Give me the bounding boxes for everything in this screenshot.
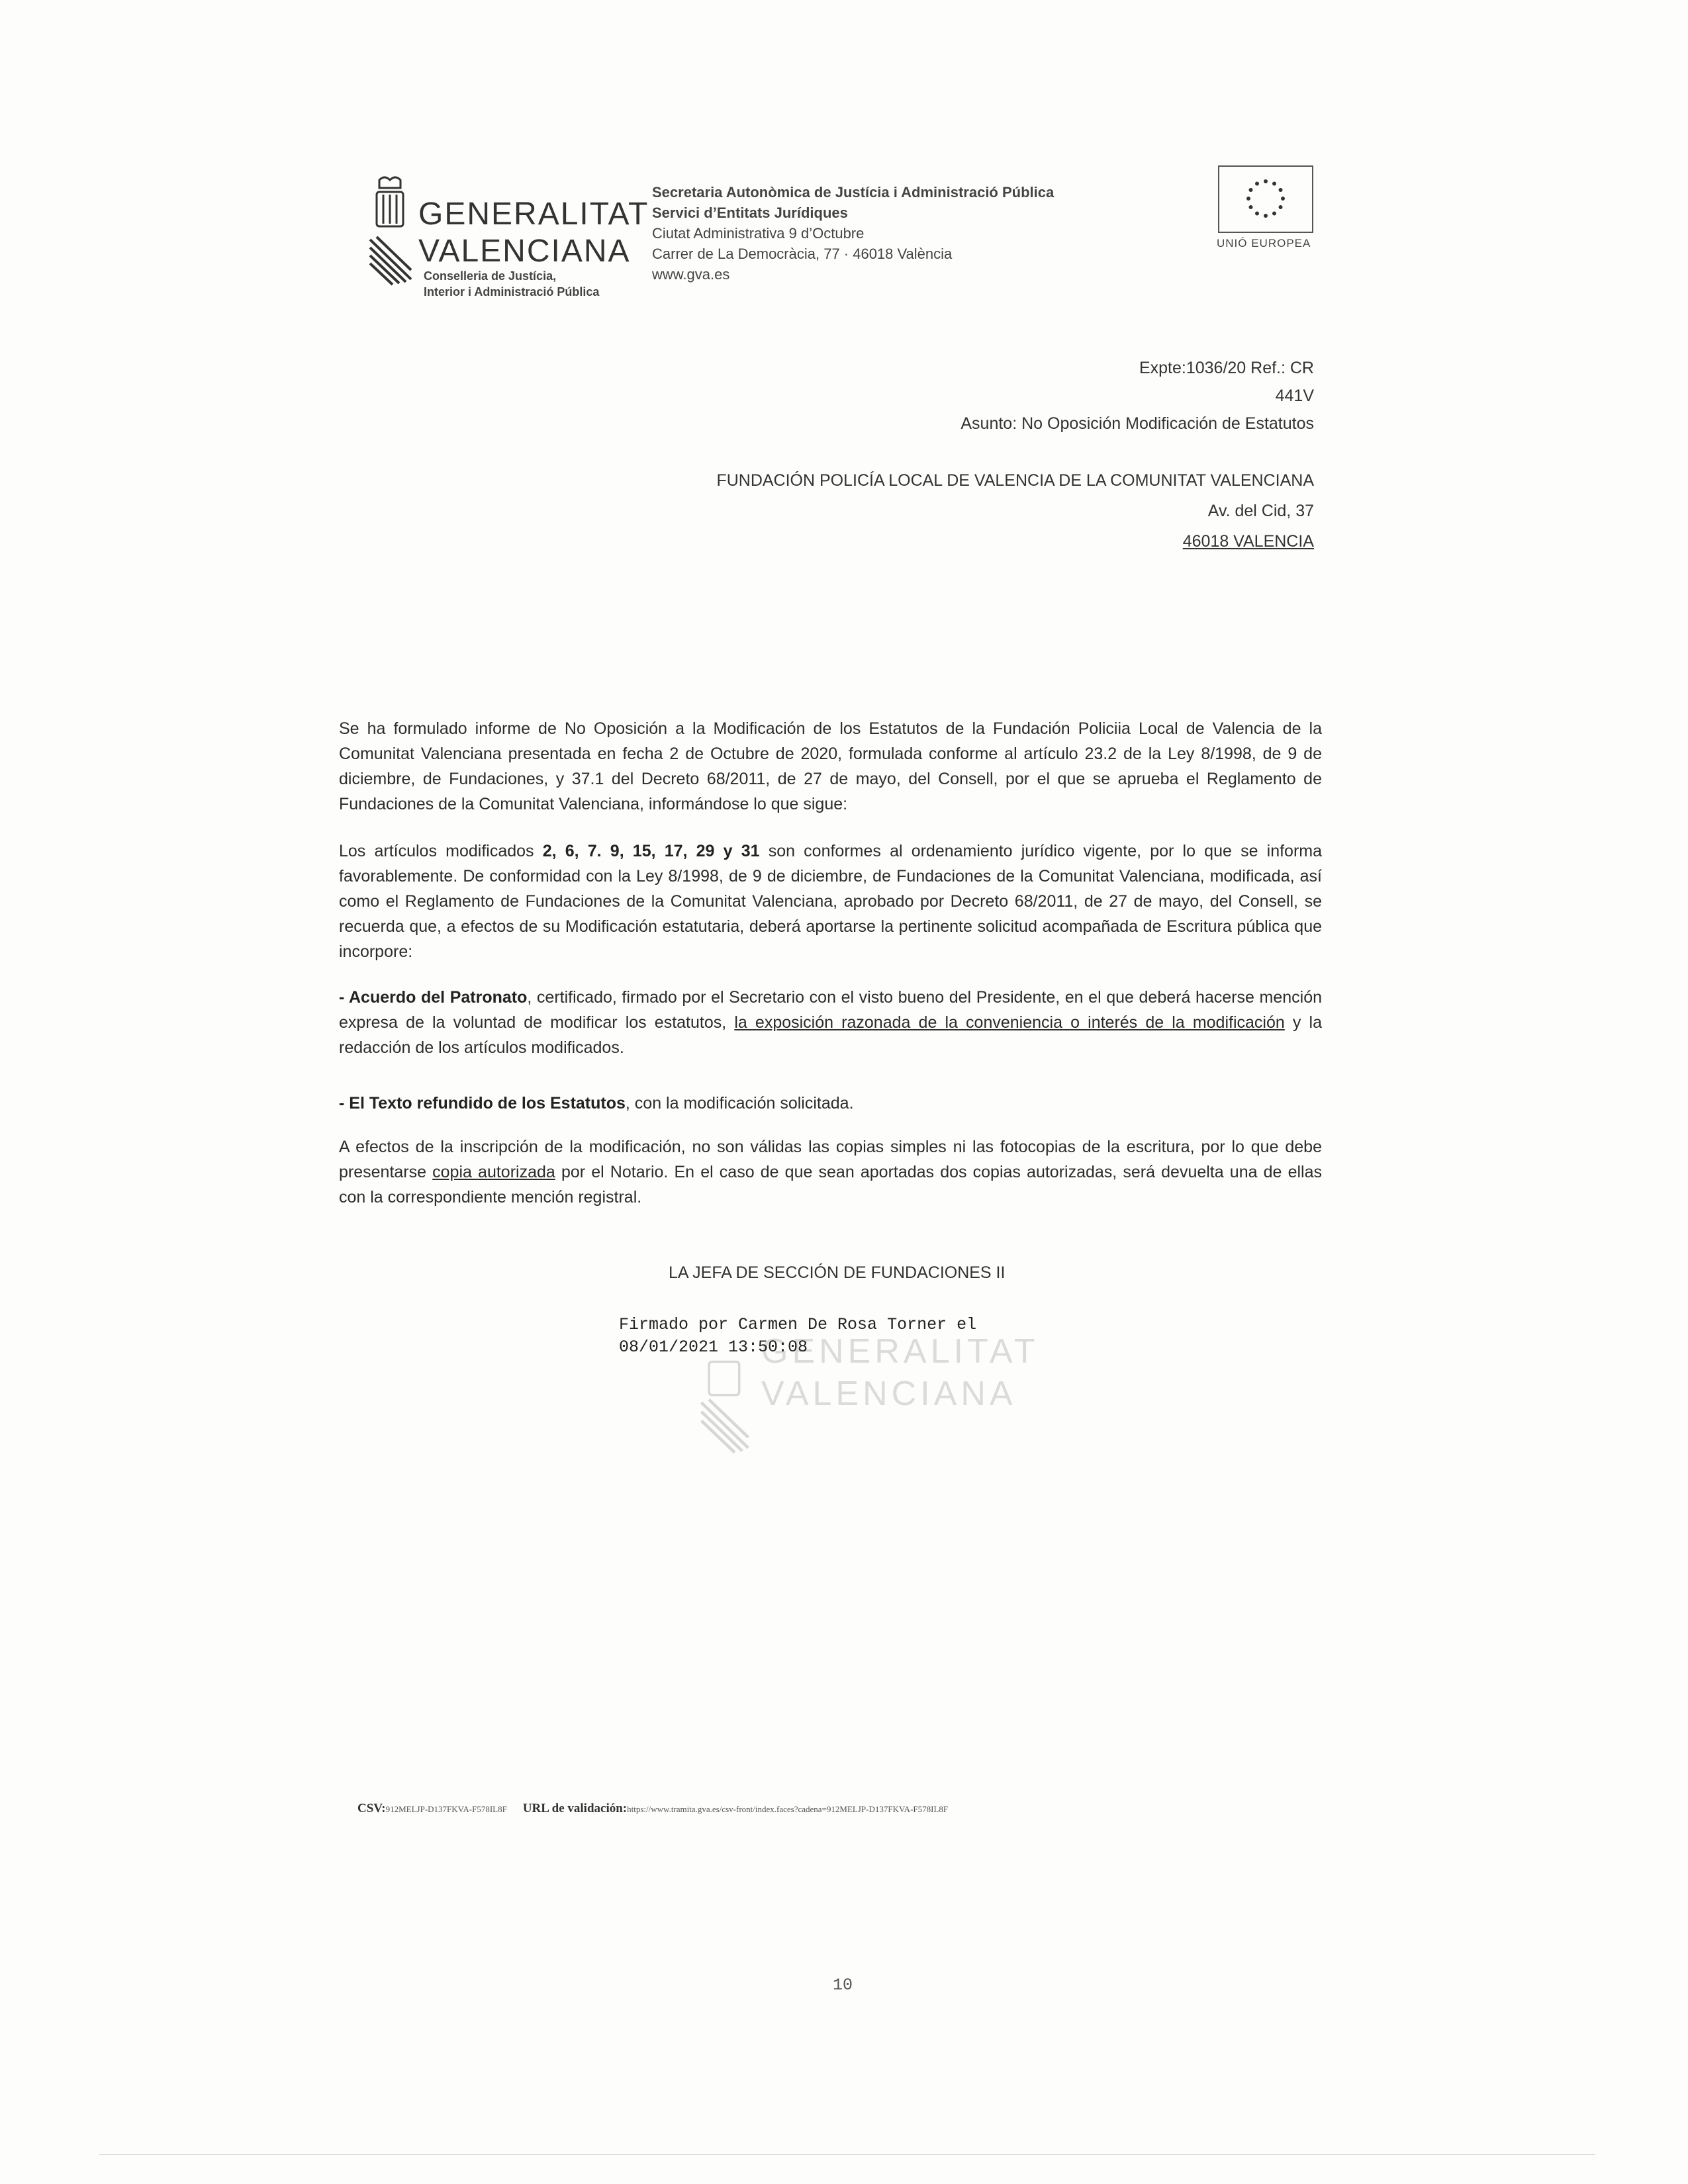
- texto-refundido-text: , con la modificación solicitada.: [625, 1094, 854, 1113]
- texto-refundido-heading: - El Texto refundido de los Estatutos: [339, 1094, 626, 1113]
- csv-code: 912MELJP-D137FKVA-F578IL8F: [385, 1804, 507, 1814]
- articles-text-b: son conformes al ordenamiento jurídico vigente, por lo que se informa favorablemente. De conformidad con la Ley 8/1998, de 9 de diciembre, de Fundaciones de la Comunitat Valenciana, modificada, así como el Reglamento de Fundaciones de la Comunitat Valenciana, aprobado por Decreto 68/2011, de 27 de mayo, del Consell, se recuerda que, a efectos de su Modificación estatutaria, deberá aportarse la pertinente solicitud acompañada de Escritura pública que incorpore:: [339, 842, 1323, 961]
- generalitat-crest-icon: [367, 173, 414, 286]
- logo-line-2: VALENCIANA: [418, 234, 631, 269]
- recipient-street: Av. del Cid, 37: [1207, 502, 1314, 520]
- stamp-line-1: GENERALITAT: [761, 1332, 1039, 1371]
- recipient-address: [716, 465, 1314, 557]
- reference-continuation: 441V: [1275, 387, 1314, 405]
- reference-block: [961, 354, 1314, 437]
- articles-text-a: Los artículos modificados: [339, 842, 543, 860]
- eu-flag-icon: [1218, 165, 1313, 233]
- page-number: 10: [833, 1976, 853, 1995]
- expedient-reference: Expte:1036/20 Ref.: CR: [1139, 359, 1314, 377]
- signature-timestamp: 08/01/2021 13:50:08: [619, 1338, 808, 1357]
- csv-label: CSV:: [357, 1801, 386, 1815]
- url-label: URL de validación:: [522, 1801, 628, 1815]
- inscripcion-underlined: copia autorizada: [432, 1163, 555, 1181]
- paragraph-inscripcion: [339, 1134, 1322, 1210]
- paragraph-texto-refundido: [339, 1091, 1322, 1116]
- department-info: [652, 182, 1054, 285]
- department-line-1: Secretaria Autonòmica de Justícia i Administració Pública: [652, 184, 1055, 201]
- inscripcion-text-a: A efectos de la inscripción de la modificación, no son válidas las copias simples ni las fotocopias de la escritura, por lo que debe presentarse: [339, 1138, 1322, 1181]
- conselleria-line-2: Interior i Administració Pública: [424, 285, 600, 298]
- department-website: www.gva.es: [652, 266, 730, 283]
- page-edge-divider: [99, 2154, 1595, 2155]
- logo-wordmark: [418, 196, 649, 270]
- department-line-3: Ciutat Administrativa 9 d’Octubre: [652, 225, 865, 242]
- paragraph-acuerdo: [339, 985, 1322, 1060]
- recipient-name: FUNDACIÓN POLICÍA LOCAL DE VALENCIA DE LA COMUNITAT VALENCIANA: [716, 471, 1314, 490]
- paragraph-intro: Se ha formulado informe de No Oposición a la Modificación de los Estatutos de la Fundación Policiia Local de Valencia de la Comunitat Valenciana presentada en fecha 2 de Octubre de 2020, formulada conforme al artículo 23.2 de la Ley 8/1998, de 9 de diciembre, de Fundaciones, y 37.1 del Decreto 68/2011, de 27 de mayo, del Consell, por el que se aprueba el Reglamento de Fundaciones de la Comunitat Valenciana, informándose lo que sigue:: [339, 719, 1322, 813]
- validation-url[interactable]: https://www.tramita.gva.es/csv-front/index.faces?cadena=912MELJP-D137FKVA-F578IL8F: [627, 1804, 949, 1814]
- recipient-city: 46018 VALENCIA: [1182, 532, 1314, 551]
- signatory-title: LA JEFA DE SECCIÓN DE FUNDACIONES II: [669, 1263, 1006, 1282]
- subject-line: Asunto: No Oposición Modificación de Estatutos: [961, 414, 1314, 433]
- conselleria-name: [424, 268, 599, 300]
- stamp-crest-icon: [698, 1357, 751, 1456]
- electronic-signature: [619, 1314, 976, 1359]
- articles-list: 2, 6, 7. 9, 15, 17, 29 y 31: [542, 842, 760, 860]
- department-line-4: Carrer de La Democràcia, 77 · 46018 València: [652, 246, 953, 262]
- conselleria-line-1: Conselleria de Justícia,: [424, 269, 557, 283]
- department-line-2: Servici d’Entitats Jurídiques: [652, 205, 848, 221]
- signature-line-1: Firmado por Carmen De Rosa Torner el: [619, 1315, 977, 1334]
- logo-line-1: GENERALITAT: [418, 197, 649, 232]
- acuerdo-heading: - Acuerdo del Patronato: [339, 988, 528, 1007]
- inscripcion-text-b: por el Notario. En el caso de que sean aportadas dos copias autorizadas, será devuelta una de ellas con la correspondiente mención registral.: [339, 1163, 1322, 1206]
- acuerdo-underlined: la exposición razonada de la conveniencia o interés de la modificación: [734, 1013, 1285, 1032]
- paragraph-articles: [339, 839, 1322, 964]
- eu-caption: UNIÓ EUROPEA: [1217, 237, 1311, 250]
- acuerdo-text-b: y la redacción de los artículos modificados.: [339, 1013, 1323, 1057]
- stamp-line-2: VALENCIANA: [761, 1375, 1017, 1413]
- csv-validation-line: [357, 1801, 948, 1816]
- acuerdo-text-a: , certificado, firmado por el Secretario con el visto bueno del Presidente, en el que deberá hacerse mención expresa de la voluntad de modificar los estatutos,: [339, 988, 1323, 1032]
